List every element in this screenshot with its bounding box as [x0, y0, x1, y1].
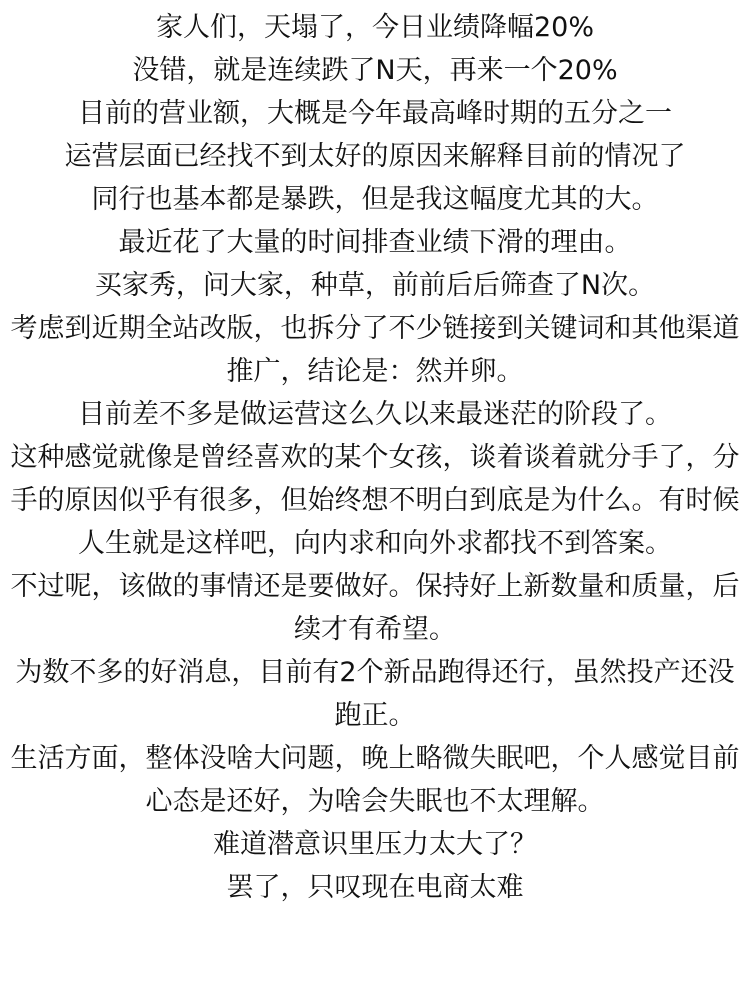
paragraph-8: 考虑到近期全站改版，也拆分了不少链接到关键词和其他渠道推广，结论是：然并卵。	[10, 313, 740, 387]
paragraph-7: 买家秀，问大家，种草，前前后后筛查了N次。	[94, 270, 656, 301]
paragraph-11: 不过呢，该做的事情还是要做好。保持好上新数量和质量，后续才有希望。	[10, 571, 740, 645]
paragraph-12: 为数不多的好消息，目前有2个新品跑得还行，虽然投产还没跑正。	[15, 657, 735, 731]
paragraph-5: 同行也基本都是暴跌，但是我这幅度尤其的大。	[91, 184, 659, 215]
paragraph-2: 没错，就是连续跌了N天，再来一个20%	[132, 55, 618, 86]
paragraph-9: 目前差不多是做运营这么久以来最迷茫的阶段了。	[78, 399, 672, 430]
paragraph-15: 罢了，只叹现在电商太难	[226, 872, 524, 903]
paragraph-14: 难道潜意识里压力太大了？	[213, 829, 537, 860]
paragraph-6: 最近花了大量的时间排查业绩下滑的理由。	[118, 227, 632, 258]
paragraph-1: 家人们，天塌了，今日业绩降幅20%	[155, 12, 594, 43]
paragraph-10: 这种感觉就像是曾经喜欢的某个女孩，谈着谈着就分手了，分手的原因似乎有很多，但始终想不明白到底是为什么。有时候人生就是这样吧，向内求和向外求都找不到答案。	[10, 442, 740, 559]
paragraph-3: 目前的营业额，大概是今年最高峰时期的五分之一	[78, 98, 672, 129]
paragraph-4: 运营层面已经找不到太好的原因来解释目前的情况了	[64, 141, 686, 172]
paragraph-13: 生活方面，整体没啥大问题，晚上略微失眠吧，个人感觉目前心态是还好，为啥会失眠也不太理解。	[10, 743, 740, 817]
